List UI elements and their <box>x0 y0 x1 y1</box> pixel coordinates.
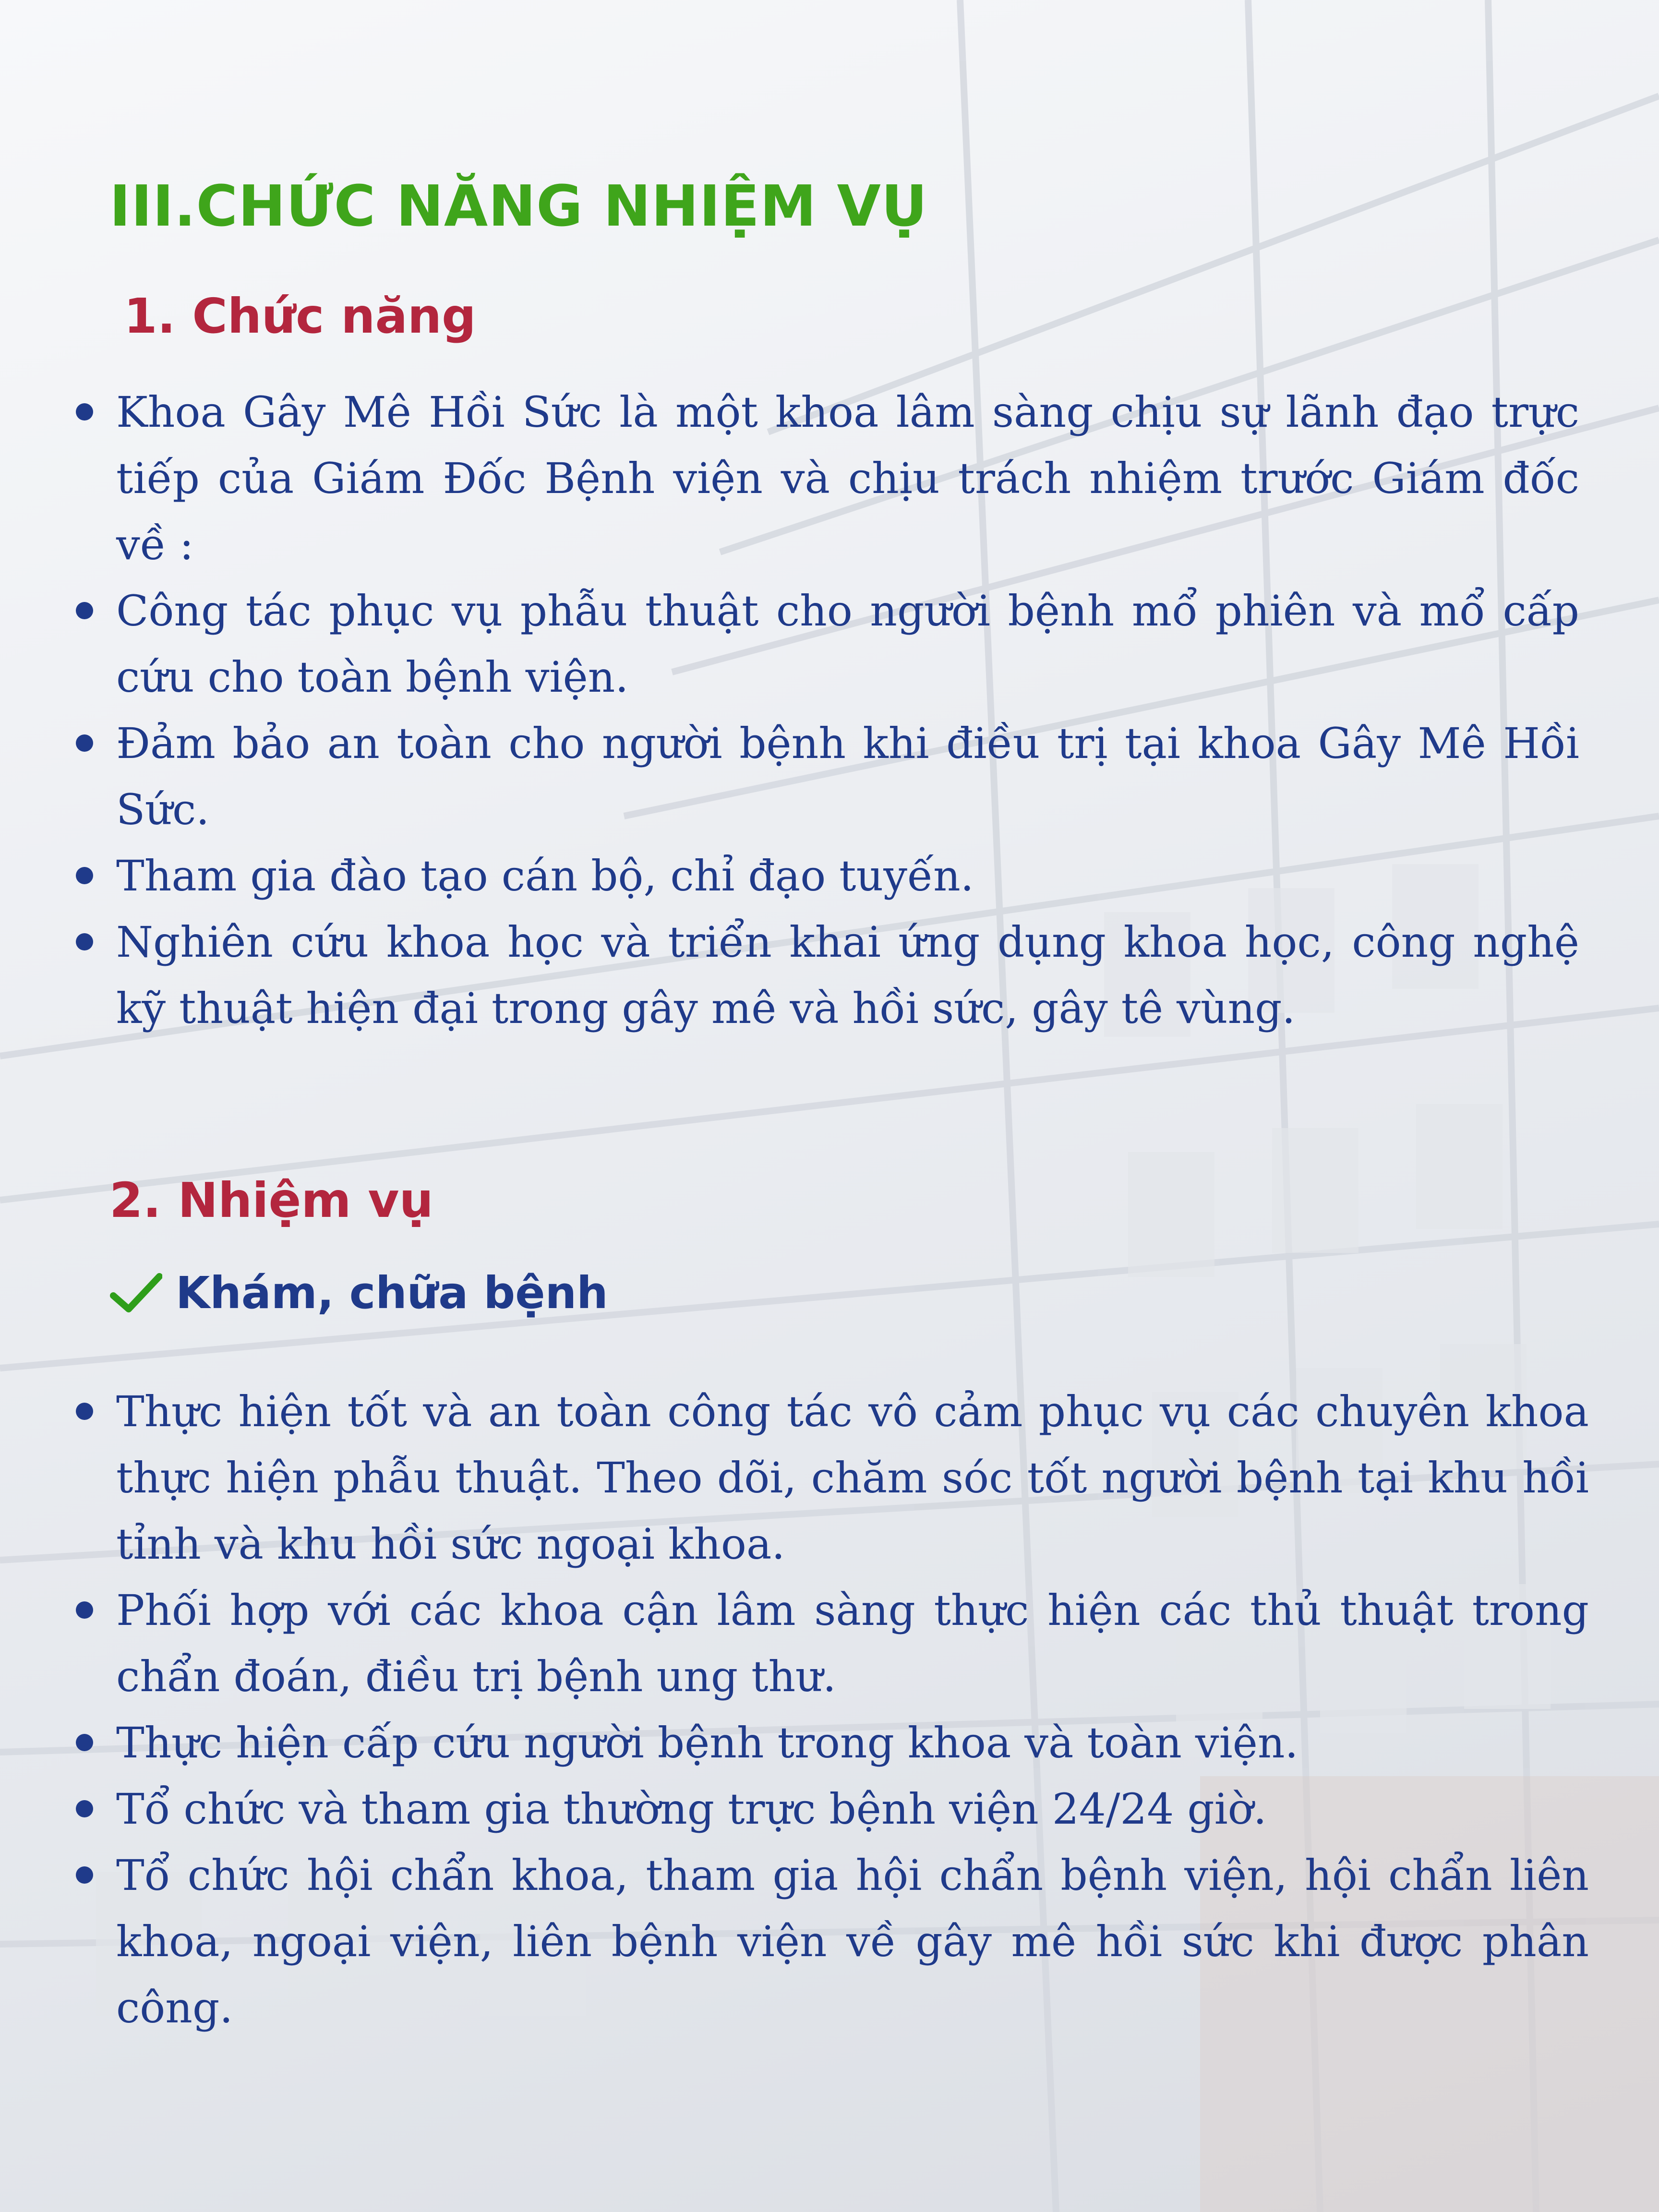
list-item <box>72 1842 1589 2041</box>
list-item-text: Công tác phục vụ phẫu thuật cho người bệnh mổ phiên và mổ cấp cứu cho toàn bệnh viện. <box>116 586 1579 702</box>
list-item-text: Phối hợp với các khoa cận lâm sàng thực hiện các thủ thuật trong chẩn đoán, điều trị bệnh ung thư. <box>116 1586 1589 1701</box>
bullet-icon <box>76 734 93 752</box>
section-title: III.CHỨC NĂNG NHIỆM VỤ <box>109 173 928 239</box>
list-item <box>72 1379 1589 1577</box>
list-item <box>72 379 1579 578</box>
list-item-text: Nghiên cứu khoa học và triển khai ứng dụng khoa học, công nghệ kỹ thuật hiện đại trong gây mê và hồi sức, gây tê vùng. <box>116 917 1579 1033</box>
bullet-icon <box>76 403 93 421</box>
bullet-icon <box>76 1800 93 1817</box>
list-item-text: Thực hiện cấp cứu người bệnh trong khoa và toàn viện. <box>116 1718 1298 1767</box>
check-icon <box>109 1272 162 1315</box>
list-item <box>72 1776 1589 1842</box>
list-item-text: Thực hiện tốt và an toàn công tác vô cảm phục vụ các chuyên khoa thực hiện phẫu thuật. Theo dõi, chăm sóc tốt người bệnh tại khu hồi tỉnh và khu hồi sức ngoại khoa. <box>116 1387 1589 1569</box>
list-item-text: Tổ chức và tham gia thường trực bệnh viện 24/24 giờ. <box>116 1784 1267 1834</box>
list-item <box>72 710 1579 843</box>
list-item <box>72 1577 1589 1710</box>
bullet-icon <box>76 1601 93 1619</box>
list-item-text: Khoa Gây Mê Hồi Sức là một khoa lâm sàng chịu sự lãnh đạo trực tiếp của Giám Đốc Bệnh viện và chịu trách nhiệm trước Giám đốc về : <box>116 387 1579 569</box>
bullet-icon <box>76 1734 93 1751</box>
bullet-icon <box>76 602 93 619</box>
list-item <box>72 578 1579 710</box>
subsection-title: Khám, chữa bệnh <box>176 1267 608 1319</box>
list-item <box>72 843 1579 909</box>
function-title: 1. Chức năng <box>124 288 476 344</box>
list-item-text: Tổ chức hội chẩn khoa, tham gia hội chẩn bệnh viện, hội chẩn liên khoa, ngoại viện, liên bệnh viện về gây mê hồi sức khi được phân công. <box>116 1851 1589 2032</box>
duties-title: 2. Nhiệm vụ <box>109 1172 433 1228</box>
bullet-icon <box>76 1866 93 1884</box>
bullet-icon <box>76 1403 93 1420</box>
subsection-heading <box>109 1267 608 1319</box>
bullet-icon <box>76 867 93 884</box>
bullet-icon <box>76 933 93 950</box>
list-item <box>72 909 1579 1042</box>
list-item-text: Đảm bảo an toàn cho người bệnh khi điều trị tại khoa Gây Mê Hồi Sức. <box>116 719 1579 834</box>
list-item-text: Tham gia đào tạo cán bộ, chỉ đạo tuyến. <box>116 851 974 901</box>
list-item <box>72 1710 1589 1776</box>
duties-list <box>72 1379 1589 2041</box>
function-list <box>72 379 1579 1042</box>
